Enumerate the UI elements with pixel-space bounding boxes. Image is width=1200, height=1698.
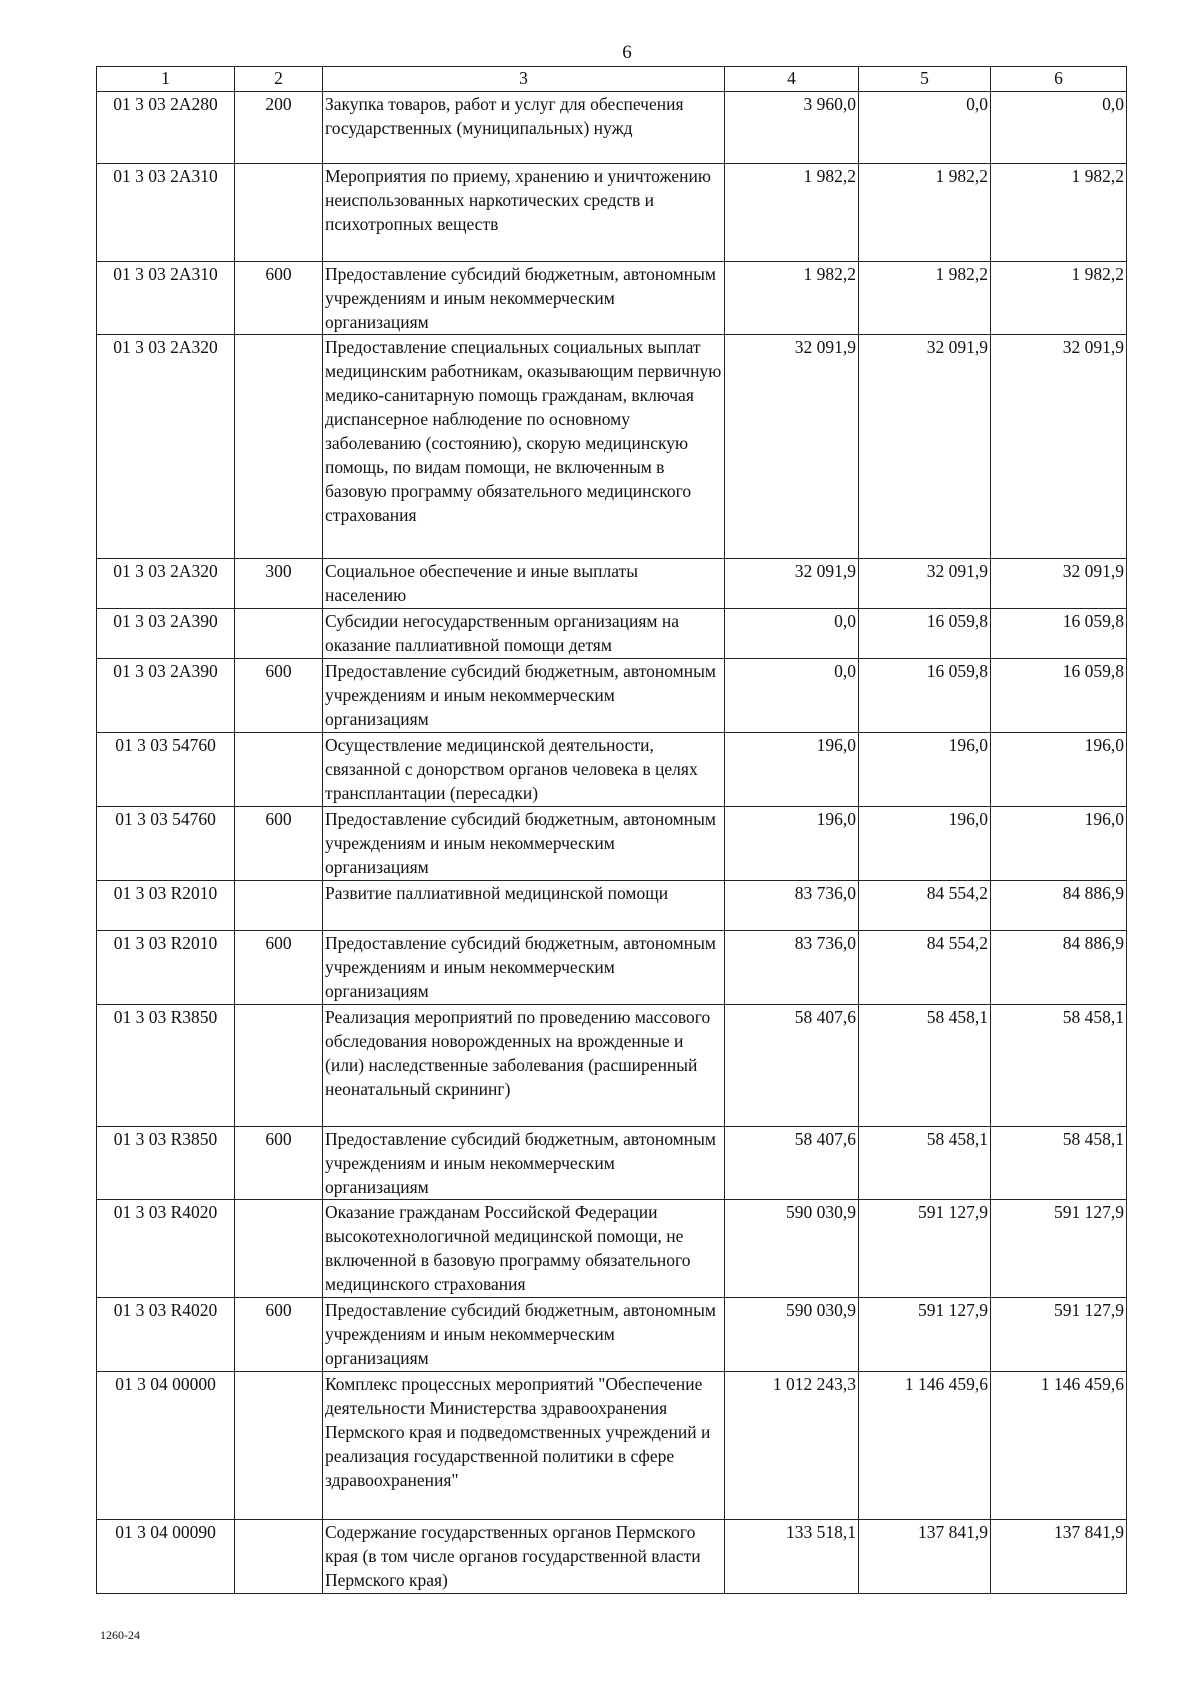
value-cell-6: 84 886,9	[991, 931, 1127, 1005]
value-cell-4: 196,0	[725, 807, 859, 881]
code-cell: 01 3 03 2A390	[97, 609, 235, 659]
value-cell-6: 196,0	[991, 807, 1127, 881]
value-cell-4: 133 518,1	[725, 1520, 859, 1594]
type-cell	[235, 1200, 323, 1298]
code-cell: 01 3 03 R3850	[97, 1127, 235, 1200]
value-cell-4: 3 960,0	[725, 92, 859, 164]
column-header: 1	[97, 67, 235, 92]
value-cell-6: 591 127,9	[991, 1298, 1127, 1372]
table-row	[97, 335, 1127, 559]
table-row	[97, 1127, 1127, 1200]
value-cell-4: 0,0	[725, 609, 859, 659]
code-cell: 01 3 04 00090	[97, 1520, 235, 1594]
column-header: 6	[991, 67, 1127, 92]
code-cell: 01 3 03 2A320	[97, 559, 235, 609]
type-cell: 600	[235, 1298, 323, 1372]
name-cell: Оказание гражданам Российской Федерации высокотехнологичной медицинской помощи, не включенной в базовую программу обязательного медицинского страхования	[323, 1200, 725, 1298]
table-row	[97, 1372, 1127, 1520]
name-cell: Комплекс процессных мероприятий "Обеспечение деятельности Министерства здравоохранения Пермского края и подведомственных учреждений и реализация государственной политики в сфере здравоохранения"	[323, 1372, 725, 1520]
value-cell-4: 590 030,9	[725, 1200, 859, 1298]
code-cell: 01 3 03 2A310	[97, 164, 235, 262]
code-cell: 01 3 04 00000	[97, 1372, 235, 1520]
value-cell-5: 84 554,2	[859, 931, 991, 1005]
code-cell: 01 3 03 54760	[97, 733, 235, 807]
type-cell	[235, 164, 323, 262]
code-cell: 01 3 03 54760	[97, 807, 235, 881]
name-cell: Субсидии негосударственным организациям на оказание паллиативной помощи детям	[323, 609, 725, 659]
value-cell-5: 196,0	[859, 733, 991, 807]
value-cell-5: 58 458,1	[859, 1005, 991, 1127]
type-cell: 600	[235, 659, 323, 733]
table-row	[97, 733, 1127, 807]
value-cell-4: 1 982,2	[725, 164, 859, 262]
type-cell	[235, 1372, 323, 1520]
column-header: 4	[725, 67, 859, 92]
table-row	[97, 609, 1127, 659]
value-cell-6: 0,0	[991, 92, 1127, 164]
value-cell-6: 58 458,1	[991, 1127, 1127, 1200]
value-cell-4: 32 091,9	[725, 335, 859, 559]
value-cell-4: 58 407,6	[725, 1005, 859, 1127]
value-cell-4: 58 407,6	[725, 1127, 859, 1200]
code-cell: 01 3 03 R4020	[97, 1298, 235, 1372]
name-cell: Социальное обеспечение и иные выплаты населению	[323, 559, 725, 609]
value-cell-4: 83 736,0	[725, 931, 859, 1005]
type-cell: 600	[235, 1127, 323, 1200]
value-cell-4: 32 091,9	[725, 559, 859, 609]
type-cell	[235, 1005, 323, 1127]
type-cell	[235, 1520, 323, 1594]
table-row	[97, 881, 1127, 931]
value-cell-6: 196,0	[991, 733, 1127, 807]
code-cell: 01 3 03 R3850	[97, 1005, 235, 1127]
column-header: 5	[859, 67, 991, 92]
table-row	[97, 1298, 1127, 1372]
type-cell	[235, 733, 323, 807]
name-cell: Предоставление субсидий бюджетным, автономным учреждениям и иным некоммерческим организациям	[323, 659, 725, 733]
header-row	[97, 67, 1127, 92]
value-cell-4: 590 030,9	[725, 1298, 859, 1372]
table-row	[97, 92, 1127, 164]
table-row	[97, 262, 1127, 335]
document-code: 1260-24	[100, 1628, 140, 1642]
value-cell-4: 0,0	[725, 659, 859, 733]
value-cell-5: 1 982,2	[859, 164, 991, 262]
value-cell-6: 58 458,1	[991, 1005, 1127, 1127]
type-cell	[235, 609, 323, 659]
value-cell-5: 32 091,9	[859, 559, 991, 609]
value-cell-5: 32 091,9	[859, 335, 991, 559]
value-cell-6: 1 146 459,6	[991, 1372, 1127, 1520]
name-cell: Закупка товаров, работ и услуг для обеспечения государственных (муниципальных) нужд	[323, 92, 725, 164]
column-header: 3	[323, 67, 725, 92]
value-cell-4: 83 736,0	[725, 881, 859, 931]
value-cell-5: 196,0	[859, 807, 991, 881]
code-cell: 01 3 03 2A320	[97, 335, 235, 559]
code-cell: 01 3 03 R2010	[97, 881, 235, 931]
value-cell-5: 84 554,2	[859, 881, 991, 931]
table-row	[97, 1200, 1127, 1298]
value-cell-6: 1 982,2	[991, 262, 1127, 335]
value-cell-4: 1 012 243,3	[725, 1372, 859, 1520]
value-cell-6: 32 091,9	[991, 335, 1127, 559]
value-cell-5: 58 458,1	[859, 1127, 991, 1200]
table-row	[97, 1520, 1127, 1594]
type-cell: 300	[235, 559, 323, 609]
value-cell-5: 1 982,2	[859, 262, 991, 335]
name-cell: Предоставление специальных социальных выплат медицинским работникам, оказывающим первичную медико-санитарную помощь гражданам, включая диспансерное наблюдение по основному заболеванию (состоянию), скорую медицинскую помощь, по видам помощи, не включенным в базовую программу обязательного медицинского страхования	[323, 335, 725, 559]
name-cell: Предоставление субсидий бюджетным, автономным учреждениям и иным некоммерческим организациям	[323, 807, 725, 881]
value-cell-6: 591 127,9	[991, 1200, 1127, 1298]
name-cell: Предоставление субсидий бюджетным, автономным учреждениям и иным некоммерческим организациям	[323, 1127, 725, 1200]
type-cell: 600	[235, 931, 323, 1005]
name-cell: Предоставление субсидий бюджетным, автономным учреждениям и иным некоммерческим организациям	[323, 931, 725, 1005]
value-cell-6: 137 841,9	[991, 1520, 1127, 1594]
value-cell-6: 84 886,9	[991, 881, 1127, 931]
name-cell: Предоставление субсидий бюджетным, автономным учреждениям и иным некоммерческим организациям	[323, 1298, 725, 1372]
value-cell-6: 16 059,8	[991, 659, 1127, 733]
name-cell: Предоставление субсидий бюджетным, автономным учреждениям и иным некоммерческим организациям	[323, 262, 725, 335]
table-row	[97, 1005, 1127, 1127]
code-cell: 01 3 03 2A390	[97, 659, 235, 733]
type-cell	[235, 335, 323, 559]
table-row	[97, 807, 1127, 881]
type-cell: 600	[235, 262, 323, 335]
code-cell: 01 3 03 2A310	[97, 262, 235, 335]
table-row	[97, 559, 1127, 609]
type-cell: 600	[235, 807, 323, 881]
table-row	[97, 164, 1127, 262]
value-cell-6: 16 059,8	[991, 609, 1127, 659]
value-cell-5: 0,0	[859, 92, 991, 164]
code-cell: 01 3 03 R2010	[97, 931, 235, 1005]
value-cell-5: 591 127,9	[859, 1200, 991, 1298]
table-row	[97, 659, 1127, 733]
type-cell	[235, 881, 323, 931]
table-row	[97, 931, 1127, 1005]
value-cell-4: 196,0	[725, 733, 859, 807]
value-cell-4: 1 982,2	[725, 262, 859, 335]
type-cell: 200	[235, 92, 323, 164]
column-header: 2	[235, 67, 323, 92]
value-cell-6: 1 982,2	[991, 164, 1127, 262]
code-cell: 01 3 03 2A280	[97, 92, 235, 164]
value-cell-5: 137 841,9	[859, 1520, 991, 1594]
value-cell-5: 16 059,8	[859, 609, 991, 659]
value-cell-6: 32 091,9	[991, 559, 1127, 609]
name-cell: Развитие паллиативной медицинской помощи	[323, 881, 725, 931]
budget-table	[96, 66, 1127, 1594]
name-cell: Реализация мероприятий по проведению массового обследования новорожденных на врожденные и (или) наследственные заболевания (расширенный неонатальный скрининг)	[323, 1005, 725, 1127]
name-cell: Содержание государственных органов Пермского края (в том числе органов государственной власти Пермского края)	[323, 1520, 725, 1594]
code-cell: 01 3 03 R4020	[97, 1200, 235, 1298]
value-cell-5: 16 059,8	[859, 659, 991, 733]
name-cell: Осуществление медицинской деятельности, связанной с донорством органов человека в целях трансплантации (пересадки)	[323, 733, 725, 807]
page-number: 6	[622, 42, 632, 63]
value-cell-5: 1 146 459,6	[859, 1372, 991, 1520]
value-cell-5: 591 127,9	[859, 1298, 991, 1372]
name-cell: Мероприятия по приему, хранению и уничтожению неиспользованных наркотических средств и психотропных веществ	[323, 164, 725, 262]
